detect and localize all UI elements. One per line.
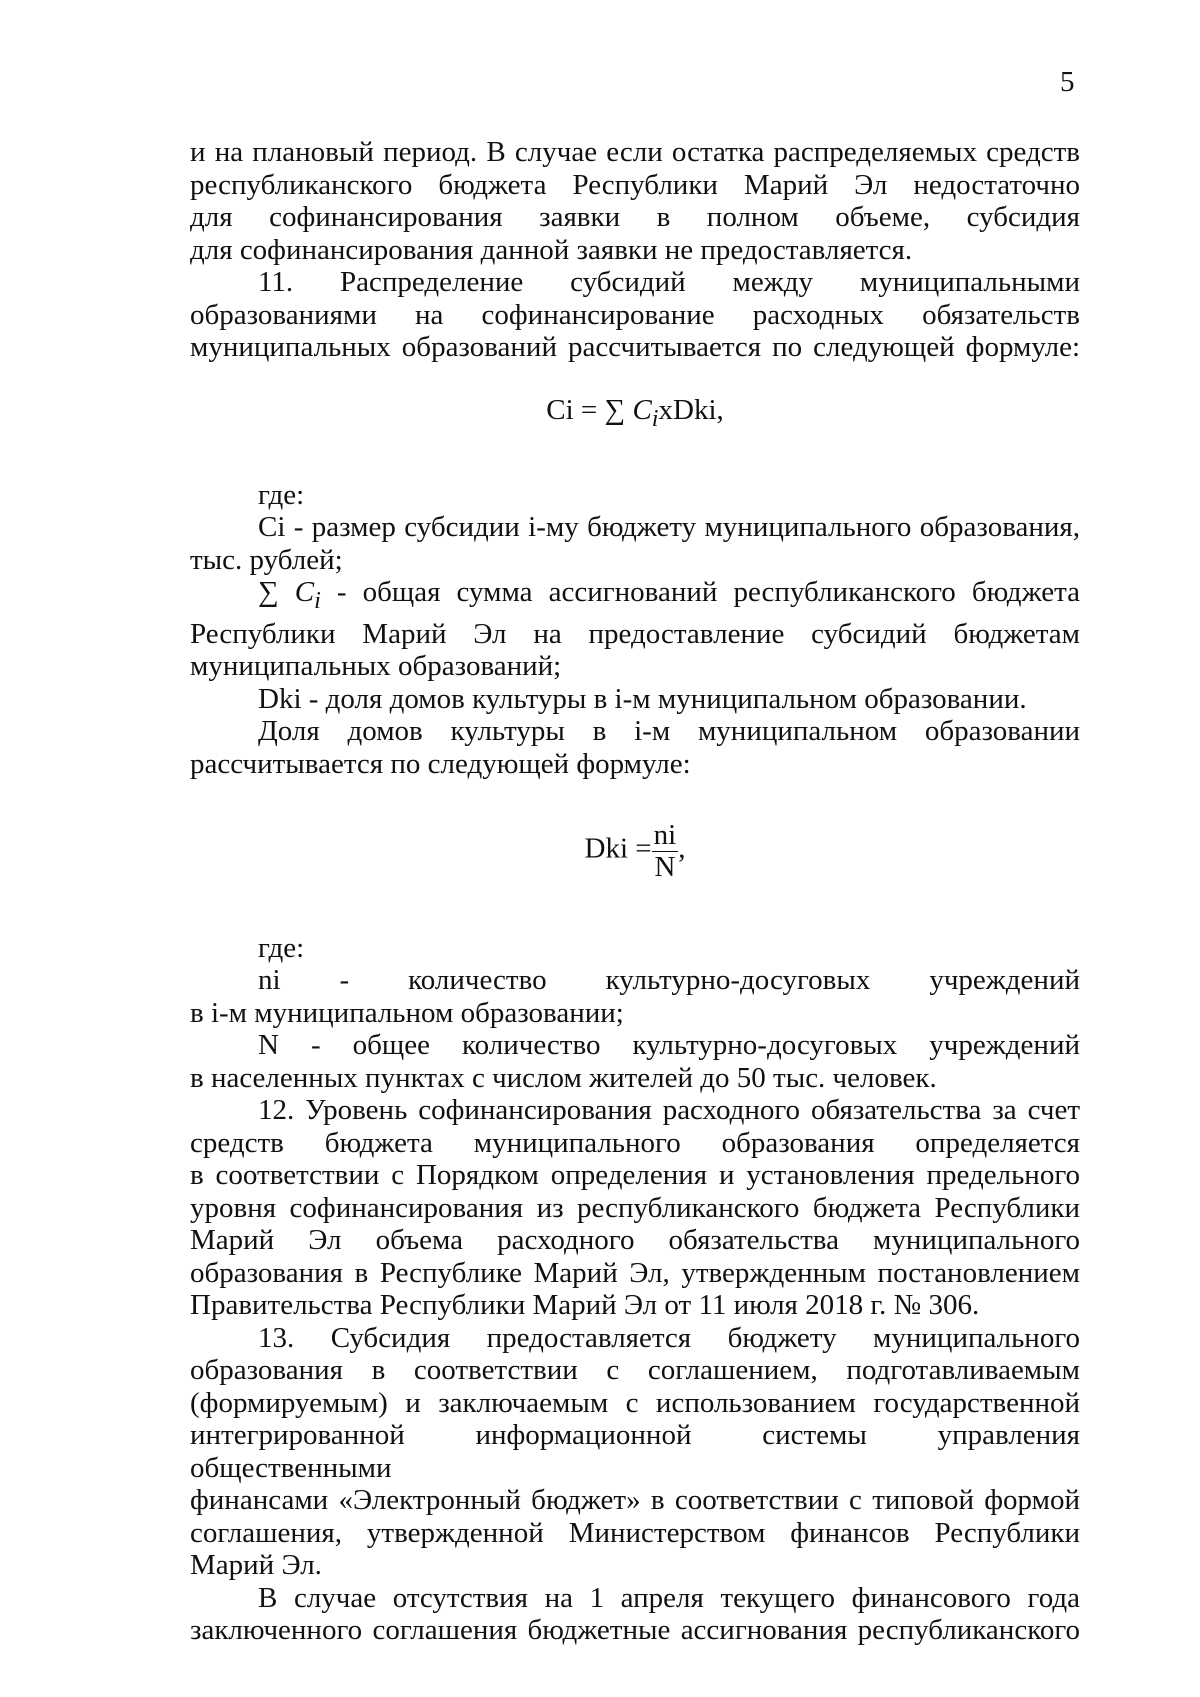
definition-ni-line: ni - количество культурно-досуговых учреждений: [258, 964, 1080, 997]
formula-share-lhs: Dki =: [584, 832, 652, 865]
section-12-line: средств бюджета муниципального образования определяется: [190, 1126, 1080, 1159]
section-11-line: муниципальных образований рассчитывается по следующей формуле:: [190, 331, 1080, 363]
share-formula-intro-line: Доля домов культуры в i-м муниципальном образовании: [258, 715, 1080, 748]
fraction: [652, 820, 679, 882]
text-line: и на плановый период. В случае если остатка распределяемых средств: [190, 136, 1080, 168]
section-13-line: интегрированной информационной системы управления общественными: [190, 1419, 1080, 1484]
share-formula-intro-line: рассчитывается по следующей формуле:: [190, 747, 691, 780]
fraction-denominator: N: [654, 850, 676, 883]
page-number: 5: [1060, 66, 1075, 98]
definition-n-line: N - общее количество культурно-досуговых учреждений: [258, 1029, 1080, 1062]
formula-subsidy-ci-sub: i: [651, 404, 659, 432]
section-11-line: 11. Распределение субсидий между муниципальными: [258, 266, 1080, 298]
section-12-line: Правительства Республики Марий Эл от 11 июля 2018 г. № 306.: [190, 1289, 980, 1322]
section-13-line: Марий Эл.: [190, 1549, 322, 1582]
definition-sum-line: муниципальных образований;: [190, 650, 562, 683]
text-line: республиканского бюджета Республики Марий Эл недостаточно: [190, 168, 1080, 201]
where-label: где:: [258, 478, 305, 511]
section-13-line: финансами «Электронный бюджет» в соответствии с типовой формой: [190, 1484, 1080, 1517]
sum-ci: C: [294, 576, 315, 609]
definition-sum-line: [190, 576, 1080, 617]
document-body: [190, 136, 1080, 1647]
formula-share: [190, 820, 1080, 882]
section-12-line: уровня софинансирования из республиканского бюджета Республики: [190, 1191, 1080, 1224]
formula-subsidy-ci: C: [632, 393, 652, 426]
section-13-line: (формируемым) и заключаемым с использованием государственной: [190, 1386, 1080, 1419]
where-label: где:: [258, 931, 305, 964]
formula-subsidy: [190, 394, 1080, 435]
section-13-line: 13. Субсидия предоставляется бюджету муниципального: [258, 1321, 1080, 1354]
sum-ci-sub: i: [314, 587, 321, 615]
section-11-line: образованиями на софинансирование расходных обязательств: [190, 298, 1080, 331]
formula-share-tail: ,: [678, 832, 686, 865]
formula-subsidy-rhs: xDki,: [658, 393, 724, 426]
section-12-line: в соответствии с Порядком определения и установления предельного: [190, 1159, 1080, 1192]
sum-symbol: ∑: [258, 576, 295, 609]
fraction-numerator: ni: [653, 819, 677, 852]
final-paragraph-line: В случае отсутствия на 1 апреля текущего финансового года: [258, 1581, 1080, 1614]
text-line: для софинансирования заявки в полном объеме, субсидия: [190, 201, 1080, 233]
section-12-line: образования в Республике Марий Эл, утвержденным постановлением: [190, 1256, 1080, 1289]
definition-dki: Dki - доля домов культуры в i-м муниципальном образовании.: [258, 682, 1027, 715]
definition-sum-text: - общая сумма ассигнований республиканского бюджета: [320, 576, 1080, 609]
section-12-line: Марий Эл объема расходного обязательства муниципального: [190, 1224, 1080, 1257]
definition-sum-line: Республики Марий Эл на предоставление субсидий бюджетам: [190, 617, 1080, 650]
definition-ci-line: тыс. рублей;: [190, 543, 343, 576]
section-13-line: соглашения, утвержденной Министерством финансов Республики: [190, 1516, 1080, 1549]
definition-n-line: в населенных пунктах с числом жителей до 50 тыс. человек.: [190, 1061, 937, 1094]
section-12-line: 12. Уровень софинансирования расходного обязательства за счет: [258, 1094, 1080, 1127]
definition-ni-line: в i-м муниципальном образовании;: [190, 996, 624, 1029]
final-paragraph-line: заключенного соглашения бюджетные ассигнования республиканского: [190, 1614, 1080, 1647]
formula-subsidy-lhs: Ci = ∑: [546, 393, 633, 426]
section-13-line: образования в соответствии с соглашением, подготавливаемым: [190, 1354, 1080, 1387]
definition-ci-line: Ci - размер субсидии i-му бюджету муниципального образования,: [258, 511, 1080, 544]
text-line: для софинансирования данной заявки не предоставляется.: [190, 233, 913, 266]
